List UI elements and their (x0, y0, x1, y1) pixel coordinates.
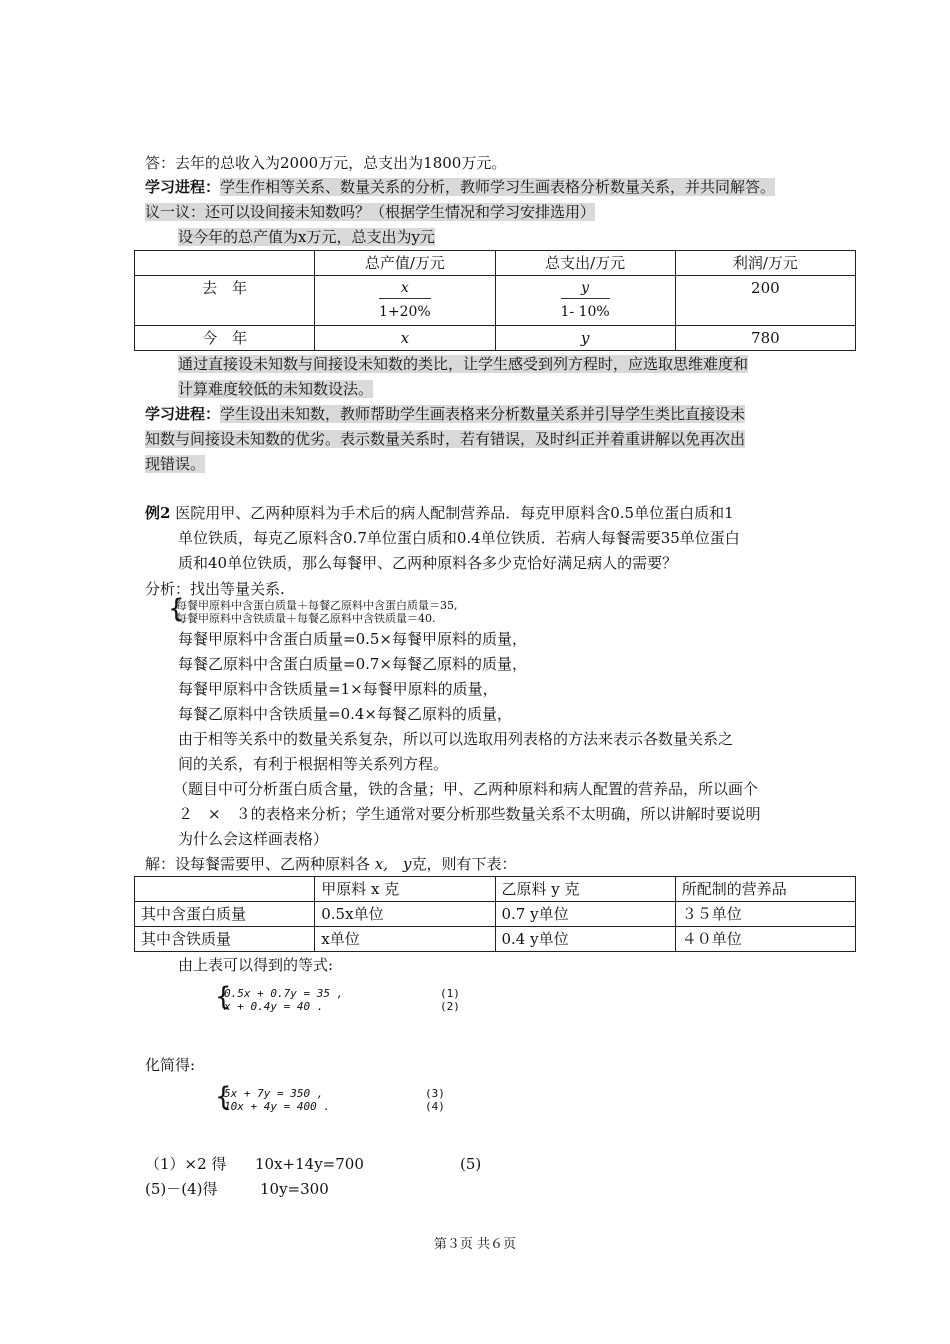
solution-text: 解：设每餐需要甲、乙两种原料各 (145, 855, 371, 873)
equation-tag: (3) (425, 1087, 445, 1100)
process-text: 学生作相等关系、数量关系的分析，教师学习生画表格分析数量关系，并共同解答。 (220, 178, 776, 196)
note-line-1: （题目中可分析蛋白质含量，铁的含量；甲、乙两种原料和病人配置的营养品，所以画个 (173, 780, 759, 798)
equation-text: 5x + 7y = 350 , (224, 1087, 324, 1100)
var-y: y (388, 855, 412, 873)
relation-line-3: 每餐甲原料中含铁质量=1×每餐甲原料的质量， (178, 680, 498, 698)
answer-line: 答：去年的总收入为2000万元，总支出为1800万元。 (145, 154, 507, 172)
equation-system-1 (224, 987, 343, 1013)
compare-text: 通过直接设未知数与间接设未知数的类比，让学生感受到列方程时，应选取思维难度和 (178, 355, 749, 373)
process-text: 现错误。 (145, 455, 206, 473)
table-row-last-year (135, 276, 856, 326)
table-cell: 0.4 y单位 (495, 927, 675, 952)
equation-text: 10x + 4y = 400 . (224, 1100, 330, 1113)
note-line-2: ２ × ３的表格来分析；学生通常对要分析那些数量关系不太明确，所以讲解时要说明 (178, 805, 761, 823)
numerator: y (561, 278, 610, 299)
row-label: 今 年 (135, 326, 315, 351)
table-cell: x (315, 326, 495, 351)
table-header-cell: 总产值/万元 (315, 251, 495, 276)
brace-icon: { (168, 594, 185, 624)
table-header-row (135, 251, 856, 276)
equation-tag: (4) (425, 1100, 445, 1113)
equation-4 (224, 1100, 330, 1113)
table-row (135, 902, 856, 927)
table-header-cell (135, 251, 315, 276)
table-header-cell: 乙原料 y 克 (495, 877, 675, 902)
var-x: x, (370, 855, 389, 873)
discuss-line (145, 201, 595, 223)
process-line-3 (145, 453, 205, 475)
relation-system (176, 599, 458, 625)
equation-text: x + 0.4y = 40 . (224, 1000, 324, 1013)
fraction-cell (315, 276, 495, 326)
relation-line-2: 每餐乙原料中含蛋白质量=0.7×每餐乙原料的质量， (178, 655, 527, 673)
denominator: 1- 10% (560, 304, 610, 320)
equation-tags-1 (440, 987, 460, 1013)
process-text: 学生设出未知数，教师帮助学生画表格来分析数量关系并引导学生类比直接设未 (220, 405, 746, 423)
equation-tags-2 (425, 1087, 445, 1113)
step-line-2 (145, 1178, 329, 1200)
denominator: 1+20% (378, 304, 431, 320)
table-income (134, 250, 856, 351)
example-text: 医院用甲、乙两种原料为手术后的病人配制营养品．每克甲原料含0.5单位蛋白质和1 (170, 504, 734, 522)
eq-intro-line: 由上表可以得到的等式: (178, 956, 334, 974)
process-label: 学习进程： (145, 178, 221, 196)
analysis-line: 分析：找出等量关系. (145, 580, 285, 598)
step-operation: (5)－(4)得 (145, 1180, 218, 1198)
fraction (379, 278, 431, 322)
simplify-line: 化简得: (145, 1056, 196, 1074)
discuss-text: 议一议：还可以设间接未知数吗？（根据学生情况和学习安排选用） (145, 203, 596, 221)
process-label: 学习进程： (145, 405, 221, 423)
step-line-1 (145, 1153, 482, 1175)
row-label: 去 年 (135, 276, 315, 326)
assume-line (178, 226, 435, 248)
table-header-cell: 利润/万元 (675, 251, 855, 276)
learning-process-1 (145, 176, 775, 198)
equation-tag: (2) (440, 1000, 460, 1013)
step-equation: 10x+14y=700 (255, 1155, 364, 1173)
solution-text: 克，则有下表： (411, 855, 517, 873)
relation-line-4: 每餐乙原料中含铁质量=0.4×每餐乙原料的质量， (178, 705, 512, 723)
numerator: x (379, 278, 431, 299)
compare-line-1 (178, 353, 748, 375)
solution-line (145, 853, 517, 875)
table-cell: ３５单位 (675, 902, 855, 927)
table-cell: 0.5x单位 (315, 902, 495, 927)
profit-cell: 200 (675, 276, 855, 326)
fraction-cell (495, 276, 675, 326)
equation-2 (224, 1000, 343, 1013)
fraction (561, 278, 610, 322)
example-line-1 (145, 502, 734, 524)
compare-line-2 (178, 378, 373, 400)
step-equation: 10y=300 (260, 1180, 329, 1198)
assume-text: 设今年的总产值为x万元，总支出为y元 (178, 228, 435, 246)
table-row-this-year (135, 326, 856, 351)
note-line-3: 为什么会这样画表格） (178, 830, 329, 848)
table-header-cell (135, 877, 315, 902)
table-header-cell: 所配制的营养品 (675, 877, 855, 902)
table-cell: y (495, 326, 675, 351)
learning-process-2 (145, 403, 745, 425)
table-cell: 其中含蛋白质量 (135, 902, 315, 927)
table-cell: 其中含铁质量 (135, 927, 315, 952)
table-cell: ４０单位 (675, 927, 855, 952)
brace-icon: { (215, 982, 232, 1012)
reason-line-1: 由于相等关系中的数量关系复杂，所以可以选取用列表格的方法来表示各数量关系之 (178, 730, 734, 748)
example-label: 例2 (145, 504, 171, 522)
table-cell: 0.7 y单位 (495, 902, 675, 927)
equation-3 (224, 1087, 330, 1100)
example-line-2: 单位铁质，每克乙原料含0.7单位蛋白质和0.4单位铁质．若病人每餐需要35单位蛋白 (178, 529, 740, 547)
equation-system-2 (224, 1087, 330, 1113)
equation-text: 0.5x + 0.7y = 35 , (224, 987, 344, 1000)
table-header-cell: 总支出/万元 (495, 251, 675, 276)
profit-cell: 780 (675, 326, 855, 351)
table-cell: x单位 (315, 927, 495, 952)
relation-eq-2: 每餐甲原料中含铁质量＋每餐乙原料中含铁质量＝40. (176, 612, 436, 625)
process-line-2 (145, 428, 745, 450)
reason-line-2: 间的关系，有利于根据相等关系列方程。 (178, 755, 449, 773)
equation-tag: (1) (440, 987, 460, 1000)
table-nutrition (134, 876, 856, 952)
relation-eq-1: 每餐甲原料中含蛋白质量＋每餐乙原料中含蛋白质量＝35, (176, 599, 458, 612)
compare-text: 计算难度较低的未知数设法。 (178, 380, 374, 398)
equation-1 (224, 987, 343, 1000)
step-operation: （1）×2 得 (145, 1155, 227, 1173)
brace-icon: { (215, 1082, 232, 1112)
process-text: 知数与间接设未知数的优劣。表示数量关系时，若有错误，及时纠正并着重讲解以免再次出 (145, 430, 746, 448)
example-line-3: 质和40单位铁质，那么每餐甲、乙两种原料各多少克恰好满足病人的需要？ (178, 554, 678, 572)
page-footer: 第３页 共６页 (433, 1237, 517, 1252)
relation-line-1: 每餐甲原料中含蛋白质量=0.5×每餐甲原料的质量， (178, 630, 527, 648)
step-tag: (5) (460, 1155, 482, 1173)
table-header-cell: 甲原料 x 克 (315, 877, 495, 902)
table-row (135, 927, 856, 952)
table-header-row (135, 877, 856, 902)
